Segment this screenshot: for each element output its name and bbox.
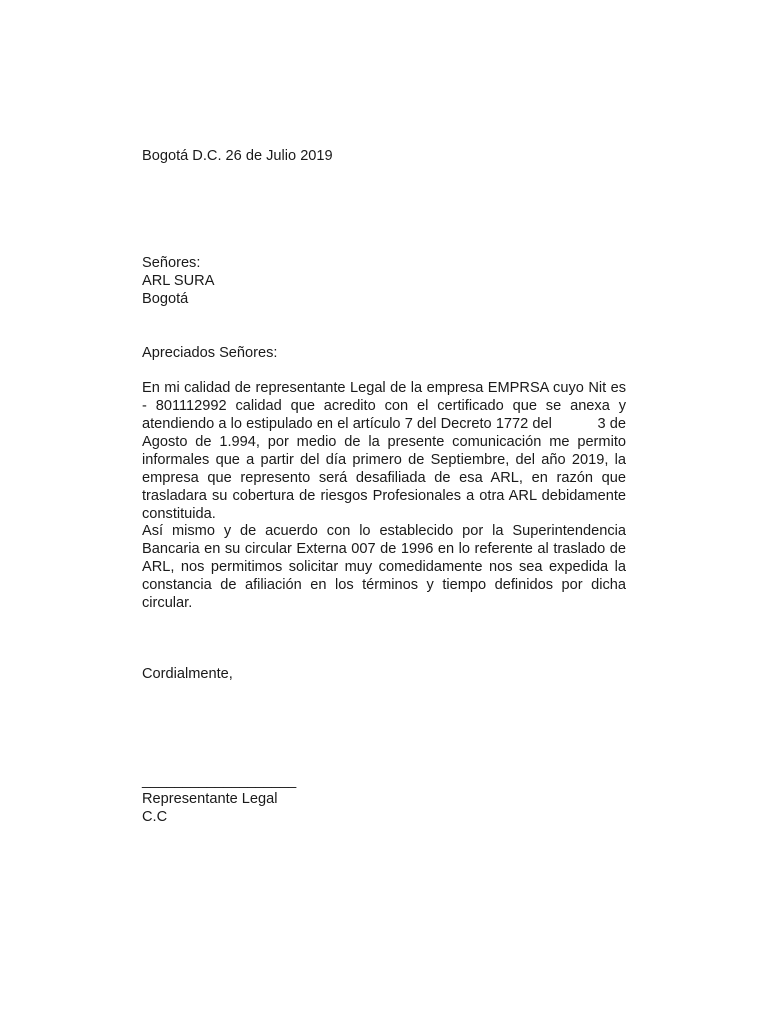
date-line: Bogotá D.C. 26 de Julio 2019 — [142, 148, 333, 164]
salutation: Apreciados Señores: — [142, 345, 278, 361]
recipient-company: ARL SURA — [142, 273, 215, 289]
blank-gap — [552, 416, 598, 432]
recipient-block — [142, 254, 626, 308]
signature-line: ___________________ — [142, 773, 297, 789]
signatory-title: Representante Legal — [142, 791, 278, 807]
closing: Cordialmente, — [142, 666, 233, 682]
paragraph-1-part-1: En mi calidad de representante Legal de la empresa EMPRSA cuyo Nit es - 801112992 calidad que acredito con el certificado que se anexa y atendiendo a lo estipulado en el artículo 7 del Decreto 1772 del — [142, 380, 626, 432]
recipient-city: Bogotá — [142, 291, 189, 307]
recipient-title: Señores: — [142, 255, 201, 271]
paragraph-1-part-2: 3 de Agosto de 1.994, por medio de la presente comunicación me permito informales que a partir del día primero de Septiembre, del año 2019, la empresa que represento será desafiliada de esa ARL, en razón que trasladara su cobertura de riesgos Profesionales a otra ARL debidamente constituida. — [142, 416, 626, 522]
body-paragraph-1 — [142, 379, 626, 523]
signatory-id: C.C — [142, 809, 168, 825]
body-paragraph-2: Así mismo y de acuerdo con lo establecido por la Superintendencia Bancaria en su circular Externa 007 de 1996 en lo referente al traslado de ARL, nos permitimos solicitar muy comedidamente nos sea expedida la constancia de afiliación en los términos y tiempo definidos por dicha circular. — [142, 523, 626, 611]
